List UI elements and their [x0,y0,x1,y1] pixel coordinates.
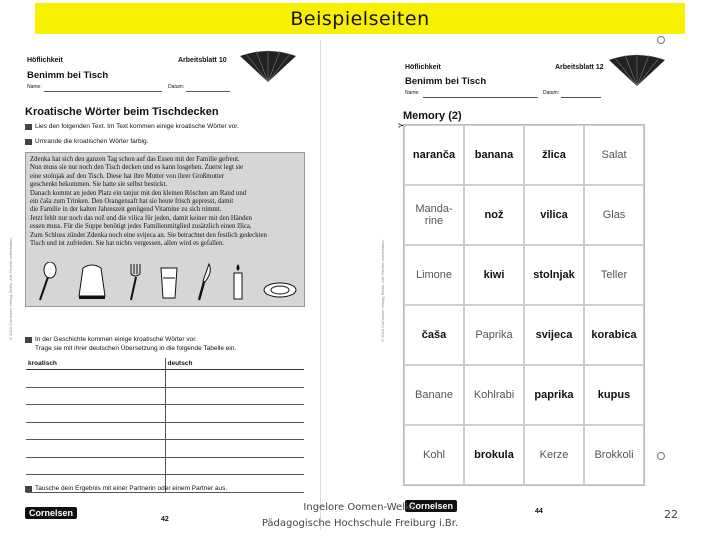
instruction-circle: Umrande die kroatischen Wörter farbig. [25,138,148,145]
fan-icon [607,54,667,86]
memory-card: brokula [464,425,524,485]
table-row [26,440,304,458]
memory-card: nož [464,185,524,245]
book-icon [25,124,32,130]
memory-card-grid [403,124,645,486]
memory-card: svijeca [524,305,584,365]
memory-card: kiwi [464,245,524,305]
memory-card: Teller [584,245,644,305]
copyright-note: © 2010 Cornelsen Verlag, Berlin. Alle Rechte vorbehalten. [380,239,385,342]
knife-icon [195,262,213,302]
memory-card: Brokkoli [584,425,644,485]
table-row [26,457,304,475]
tablecloth-icon [75,262,109,302]
memory-card: Manda- rine [404,185,464,245]
spoon-icon [36,262,60,302]
story-text: Zdenka hat sich den ganzen Tag schon auf das Essen mit der Familie gefreut. Nun muss sie nur noch den Tisch decken und es kann losgehen. Zuerst legt sie eine stolnjak auf den Tisch. Diese hat ihre Mutter von ihrer Großmutter geschenkt bekommen. Sie hatte sie selbst bestickt. Danach kommt an jeden Platz ein tanjur mit den kleinen Röschen am Rand und ein čaša zum Trinken. Den Orangensaft hat sie heute frisch gepresst, damit die Familie in der kalten Jahreszeit genügend Vitamine zu sich nimmt. Jetzt fehlt nur noch das nož und die vilica für jeden, damit keiner mit den Händen essen muss. Für die Suppe benötigt jedes Familienmitglied zusätzlich einen žlica. Zum Schluss zündet Zdenka noch eine svijeca an. Sie betrachtet den festlich gedeckten Tisch und ist zufrieden. Sie hat nichts vergessen, allen wird es gefallen. [30,156,267,248]
memory-card: banana [464,125,524,185]
task-instruction-line2: Trage sie mit ihrer deutschen Übersetzung in die folgende Tabelle ein. [35,345,237,352]
plate-icon [262,262,298,302]
memory-card: Paprika [464,305,524,365]
instruction-read: Lies den folgenden Text. Im Text kommen einige kroatische Wörter vor. [25,123,239,130]
topic-label: Höflichkeit [27,57,63,64]
binder-hole [657,452,665,460]
memory-card: Limone [404,245,464,305]
table-row [26,422,304,440]
memory-card: Salat [584,125,644,185]
sheet-label: Arbeitsblatt 10 [178,57,227,64]
pencil-icon [25,337,32,343]
publisher-logo: Cornelsen [25,507,77,519]
sheet-label: Arbeitsblatt 12 [555,64,604,71]
fork-icon [125,262,143,302]
exercise-title: Memory (2) [403,110,462,122]
worksheet-heading: Benimm bei Tisch [27,70,109,81]
slide-title: Beispielseiten [290,7,430,30]
pencil-icon [25,139,32,145]
fan-icon [238,50,298,82]
scissors-icon: ✂ [398,121,407,132]
exchange-instruction: Tausche dein Ergebnis mit einer Partnerin oder einem Partner aus. [25,485,227,492]
copyright-note: © 2010 Cornelsen Verlag, Berlin. Alle Rechte vorbehalten. [8,237,13,340]
memory-card: korabica [584,305,644,365]
publisher-logo: Cornelsen [405,500,457,512]
footer-institution: Pädagogische Hochschule Freiburg i.Br. [261,518,459,529]
binder-hole [657,36,665,44]
story-box [25,152,305,307]
pair-icon [25,486,32,492]
memory-card: vilica [524,185,584,245]
name-label: Name: [27,84,42,90]
column-header-german: deutsch [165,358,304,370]
worksheet-heading: Benimm bei Tisch [405,76,487,87]
slide-footer [255,500,465,532]
slide-title-banner [35,3,685,34]
column-header-croatian: kroatisch [26,358,165,370]
worksheet-page-right [380,42,655,530]
page-number: 44 [535,508,543,515]
memory-card: kupus [584,365,644,425]
table-row [26,387,304,405]
memory-card: Banane [404,365,464,425]
exercise-title: Kroatische Wörter beim Tischdecken [25,106,219,118]
date-label: Datum: [168,84,185,90]
candle-icon [229,262,247,302]
table-row [26,370,304,388]
slide-number: 22 [664,508,678,521]
memory-card: paprika [524,365,584,425]
date-label: Datum: [543,90,560,96]
worksheet-page-left [8,40,321,530]
translation-table [26,358,304,493]
memory-card: čaša [404,305,464,365]
task-instruction: In der Geschichte kommen einige kroatische Wörter vor. [25,336,197,343]
page-number: 42 [161,516,169,523]
memory-card: Kohlrabi [464,365,524,425]
memory-card: stolnjak [524,245,584,305]
memory-card: Glas [584,185,644,245]
memory-card: naranča [404,125,464,185]
table-row [26,405,304,423]
memory-card: žlica [524,125,584,185]
footer-author: Ingelore Oomen-Welke [303,502,417,513]
glass-icon [158,262,180,302]
name-label: Name: [405,90,420,96]
tableware-illustrations [36,262,298,302]
memory-card: Kohl [404,425,464,485]
topic-label: Höflichkeit [405,64,441,71]
memory-card: Kerze [524,425,584,485]
